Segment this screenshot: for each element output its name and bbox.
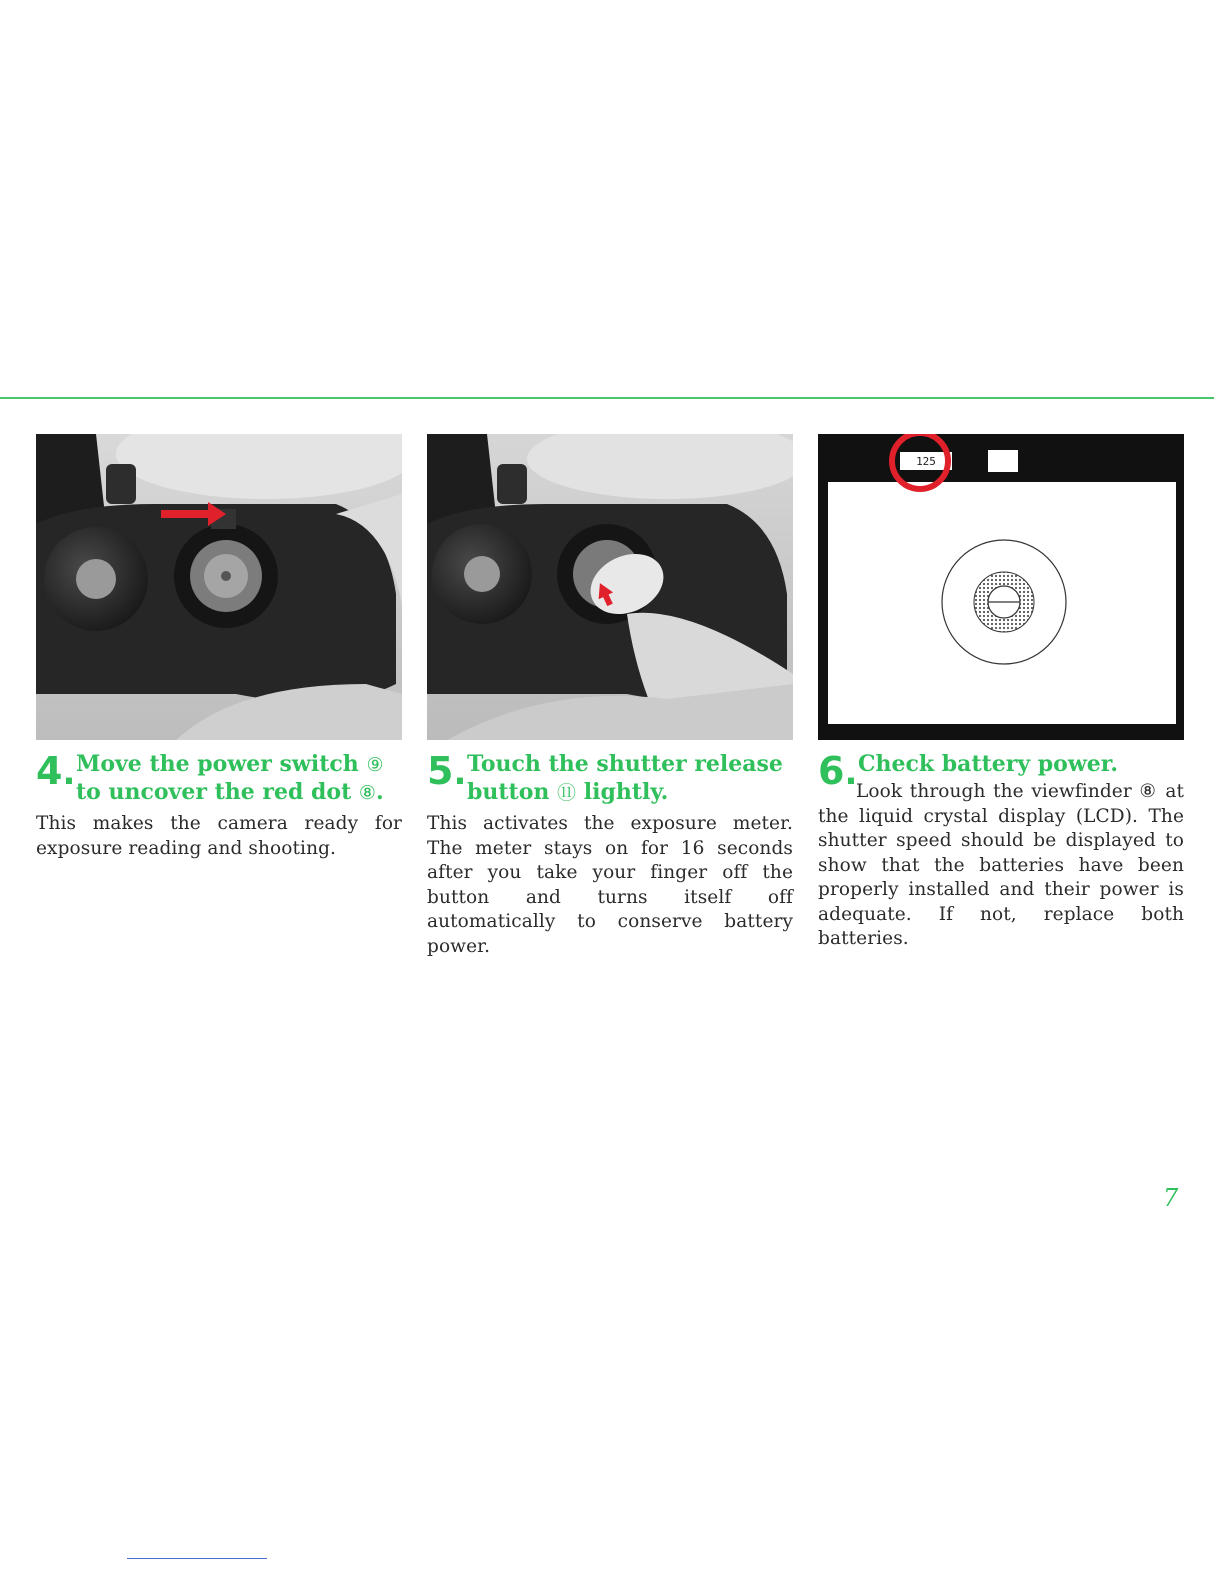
lcd-readout: 125 [916, 455, 936, 468]
heading-line-2: to uncover the red dot ⑧. [76, 779, 384, 805]
step-5 [427, 434, 793, 959]
step-4 [36, 434, 402, 861]
page-number: 7 [1163, 1184, 1179, 1212]
ref-50-icon: ⑧ [358, 782, 376, 804]
camera-shutter-button-photo [427, 434, 793, 740]
step-heading [818, 749, 1184, 793]
step-heading [427, 750, 793, 812]
heading-line-1: Move the power switch ⑨ [76, 751, 384, 777]
step-heading [36, 750, 402, 812]
step-body: This activates the exposure meter. The meter stays on for 16 seconds after you take your finger off the button and turns itself off automatically to conserve battery power. [427, 813, 793, 957]
step-body: Look through the viewfinder ⑧ at the liquid crystal display (LCD). The shutter speed should be displayed to show that the batteries have been properly installed and their power is adequate. If not, replace both batteries. [818, 781, 1184, 949]
viewfinder-diagram [818, 434, 1184, 740]
step-number: 6. [818, 749, 858, 793]
ref-53-icon: ⑪ [557, 782, 577, 804]
step-body: This makes the camera ready for exposure reading and shooting. [36, 813, 402, 859]
camera-power-switch-photo [36, 434, 402, 740]
step-number: 4. [36, 749, 76, 793]
ref-51-icon: ⑨ [366, 754, 384, 776]
step-6 [818, 434, 1184, 952]
heading-line-2: button ⑪ lightly. [467, 779, 669, 805]
header-rule [0, 397, 1214, 399]
heading-line-1: Check battery power. [858, 751, 1119, 777]
step-number: 5. [427, 749, 467, 793]
footer-rule [127, 1558, 267, 1559]
heading-line-1: Touch the shutter release [467, 751, 783, 777]
